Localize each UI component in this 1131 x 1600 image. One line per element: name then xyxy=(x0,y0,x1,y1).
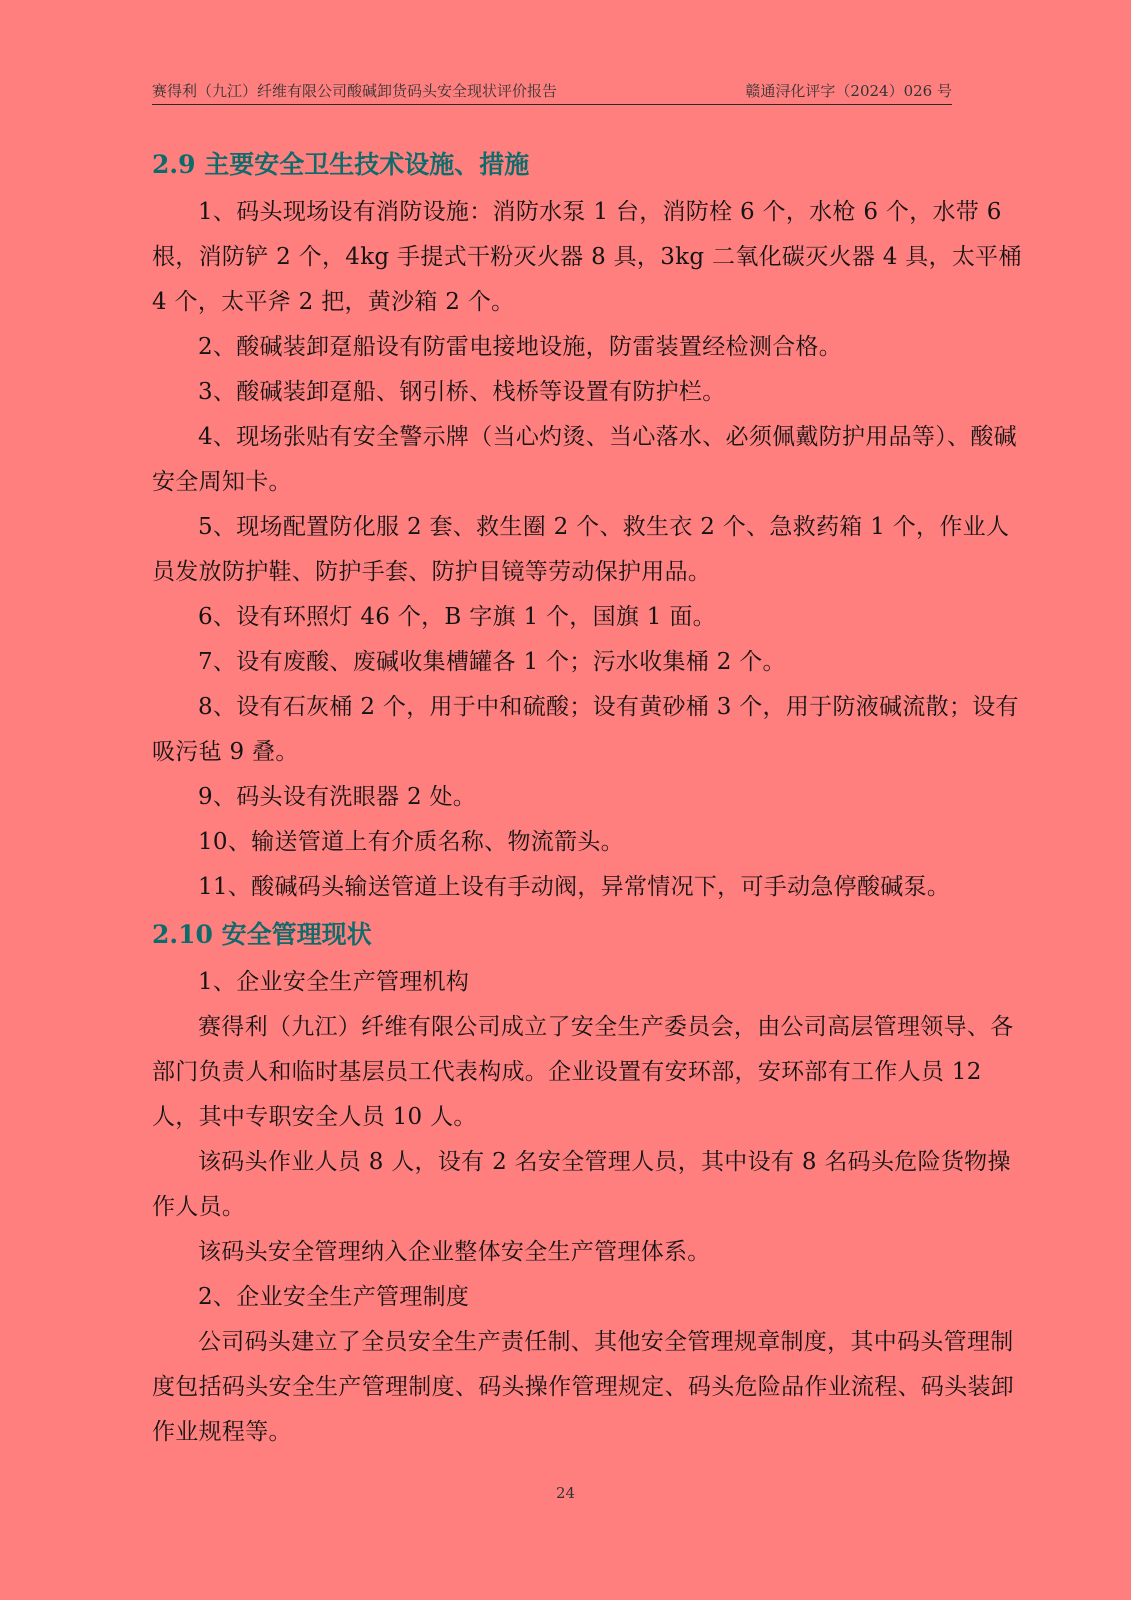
paragraph: 6、设有环照灯 46 个，B 字旗 1 个，国旗 1 面。 xyxy=(198,604,716,630)
paragraph: 1、企业安全生产管理机构 xyxy=(198,969,470,995)
paragraph: 该码头作业人员 8 人，设有 2 名安全管理人员，其中设有 8 名码头危险货物操作人员。 xyxy=(152,1149,1011,1220)
paragraph: 公司码头建立了全员安全生产责任制、其他安全管理规章制度，其中码头管理制度包括码头安全生产管理制度、码头操作管理规定、码头危险品作业流程、码头装卸作业规程等。 xyxy=(152,1329,1015,1445)
page-number: 24 xyxy=(555,1484,576,1502)
section-2-9-title: 2.9 主要安全卫生技术设施、措施 xyxy=(152,150,530,179)
paragraph: 5、现场配置防化服 2 套、救生圈 2 个、救生衣 2 个、急救药箱 1 个，作业人员发放防护鞋、防护手套、防护目镜等劳动保护用品。 xyxy=(152,514,1010,585)
paragraph: 9、码头设有洗眼器 2 处。 xyxy=(198,784,477,810)
paragraph: 4、现场张贴有安全警示牌（当心灼烫、当心落水、必须佩戴防护用品等）、酸碱安全周知卡。 xyxy=(152,424,1017,495)
paragraph: 11、酸碱码头输送管道上设有手动阀，异常情况下，可手动急停酸碱泵。 xyxy=(198,874,951,900)
paragraph: 7、设有废酸、废碱收集槽罐各 1 个；污水收集桶 2 个。 xyxy=(198,649,786,675)
paragraph: 3、酸碱装卸趸船、钢引桥、栈桥等设置有防护栏。 xyxy=(198,379,726,405)
paragraph: 该码头安全管理纳入企业整体安全生产管理体系。 xyxy=(198,1239,711,1265)
header-report-number: 赣通浔化评字（2024）026 号 xyxy=(745,82,952,100)
running-header xyxy=(152,78,952,105)
page-content xyxy=(152,140,1024,1455)
paragraph: 赛得利（九江）纤维有限公司成立了安全生产委员会，由公司高层管理领导、各部门负责人和临时基层员工代表构成。企业设置有安环部，安环部有工作人员 12 人，其中专职安全人员 10 人。 xyxy=(152,1014,1014,1130)
paragraph: 8、设有石灰桶 2 个，用于中和硫酸；设有黄砂桶 3 个，用于防液碱流散；设有吸污毡 9 叠。 xyxy=(152,694,1019,765)
paragraph: 2、企业安全生产管理制度 xyxy=(198,1284,470,1310)
paragraph: 10、输送管道上有介质名称、物流箭头。 xyxy=(198,829,624,855)
header-report-title: 赛得利（九江）纤维有限公司酸碱卸货码头安全现状评价报告 xyxy=(152,82,558,100)
paragraph: 2、酸碱装卸趸船设有防雷电接地设施，防雷装置经检测合格。 xyxy=(198,334,843,360)
paragraph: 1、码头现场设有消防设施：消防水泵 1 台，消防栓 6 个，水枪 6 个，水带 6 根，消防铲 2 个，4kg 手提式干粉灭火器 8 具，3kg 二氧化碳灭火器 4 具，太平桶 4 个，太平斧 2 把，黄沙箱 2 个。 xyxy=(152,199,1022,315)
section-2-10-title: 2.10 安全管理现状 xyxy=(152,920,372,949)
